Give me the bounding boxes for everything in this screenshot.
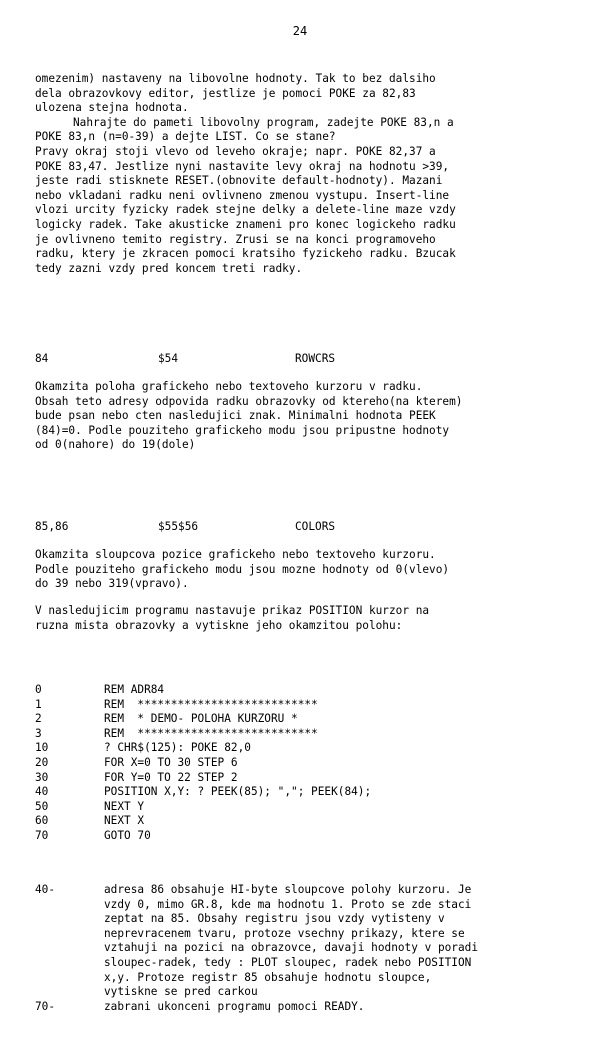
text-line: vztahuji na pozici na obrazovce, davaji hodnoty v poradi (104, 941, 479, 955)
text-line: neprevracenem tvaru, protoze vsechny prikazy, ktere se (104, 926, 465, 940)
register-address: 84 (35, 352, 49, 365)
note-70 (35, 1000, 478, 1015)
text-line: V nasledujicim programu nastavuje prikaz POSITION kurzor na (35, 604, 430, 617)
note-label: 70- (35, 999, 56, 1013)
text-line: vlozi urcity fyzicky radek stejne delky a delete-line maze vzdy (35, 203, 456, 217)
text-line: x,y. Protoze registr 85 obsahuje hodnotu sloupce, (104, 970, 432, 984)
register-hex: $55$56 (158, 520, 199, 533)
text-line: bude psan nebo cten nasledujici znak. Minimalni hodnota PEEK (35, 409, 436, 423)
text-line: dela obrazovkovy editor, jestlize je pomoci POKE za 82,83 (35, 86, 416, 100)
code-text: REM * DEMO- POLOHA KURZORU * (104, 712, 298, 726)
code-text: REM *************************** (104, 697, 318, 711)
text-line: vzdy 0, mimo GR.8, kde ma hodnotu 1. Proto se zde staci (104, 897, 472, 911)
code-text: NEXT X (104, 814, 145, 828)
code-text: REM ADR84 (104, 683, 165, 696)
text-line: tedy zazni vzdy pred koncem treti radky. (35, 261, 303, 275)
note-text (104, 1000, 478, 1015)
program-notes (35, 883, 478, 1014)
page-number: 24 (292, 24, 308, 38)
line-number: 30 (35, 770, 49, 784)
line-number: 70 (35, 828, 49, 842)
line-number: 3 (35, 726, 42, 740)
text-line: radku, ktery je zkracen pomoci kratsiho fyzickeho radku. Bzucak (35, 247, 456, 261)
text-line: Okamzita poloha grafickeho nebo textoveho kurzoru v radku. (35, 380, 423, 393)
note-text (104, 883, 478, 1000)
code-text: NEXT Y (104, 799, 145, 813)
code-text: POSITION X,Y: ? PEEK(85); ","; PEEK(84); (104, 785, 372, 799)
text-line: adresa 86 obsahuje HI-byte sloupcove polohy kurzoru. Je (104, 883, 472, 896)
text-line: nebo vkladani radku neni ovlivneno zmenou vystupu. Insert-line (35, 188, 450, 202)
note-label: 40- (35, 883, 56, 896)
register-name: COLORS (295, 520, 336, 533)
code-text: GOTO 70 (104, 828, 151, 842)
intro-paragraph (35, 72, 456, 276)
register-name: ROWCRS (295, 352, 336, 365)
text-line: jeste radi stisknete RESET.(obnovite default-hodnoty). Mazani (35, 174, 443, 188)
text-line: od 0(nahore) do 19(dole) (35, 438, 196, 452)
register-address: 85,86 (35, 520, 69, 533)
code-text: REM *************************** (104, 726, 318, 740)
line-number: 0 (35, 683, 42, 696)
text-line: ulozena stejna hodnota. (35, 101, 189, 115)
text-line: logicky radek. Take akusticke znameni pro konec logickeho radku (35, 217, 456, 231)
text-line: vytiskne se pred carkou (104, 985, 258, 999)
text-line: je ovlivneno temito registry. Zrusi se na konci programoveho (35, 232, 436, 246)
text-line: POKE 83,n (n=0-39) a dejte LIST. Co se stane? (35, 130, 336, 144)
text-line: POKE 83,47. Jestlize nyni nastavite levy okraj na hodnotu >39, (35, 159, 450, 173)
text-line: ruzna mista obrazovky a vytiskne jeho okamzitou polohu: (35, 618, 403, 632)
line-number: 60 (35, 814, 49, 828)
line-number: 1 (35, 697, 42, 711)
code-text: ? CHR$(125): POKE 82,0 (104, 741, 251, 755)
text-line: zabrani ukonceni programu pomoci READY. (104, 999, 365, 1013)
section-84-text (35, 380, 462, 453)
code-text: FOR Y=0 TO 22 STEP 2 (104, 770, 238, 784)
text-line: Obsah teto adresy odpovida radku obrazovky od ktereho(na kterem) (35, 394, 463, 408)
note-40 (35, 883, 478, 1000)
text-line: Okamzita sloupcova pozice grafickeho nebo textoveho kurzoru. (35, 548, 436, 561)
text-line: Nahrajte do pameti libovolny program, zadejte POKE 83,n a (73, 115, 454, 129)
line-number: 2 (35, 712, 42, 726)
text-line: sloupec-radek, tedy : PLOT sloupec, radek nebo POSITION (104, 955, 472, 969)
section-85-text (35, 548, 449, 592)
line-number: 10 (35, 741, 49, 755)
text-line: omezenim) nastaveny na libovolne hodnoty. Tak to bez dalsiho (35, 72, 436, 85)
text-line: Pravy okraj stoji vlevo od leveho okraje; napr. POKE 82,37 a (35, 144, 436, 158)
line-number: 40 (35, 785, 49, 799)
line-number: 20 (35, 755, 49, 769)
text-line: (84)=0. Podle pouziteho grafickeho modu jsou pripustne hodnoty (35, 423, 450, 437)
text-line: Podle pouziteho grafickeho modu jsou mozne hodnoty od 0(vlevo) (35, 562, 450, 576)
text-line: do 39 nebo 319(vpravo). (35, 577, 189, 591)
section-85-program-intro (35, 604, 429, 633)
register-hex: $54 (158, 352, 179, 365)
line-number: 50 (35, 799, 49, 813)
code-text: FOR X=0 TO 30 STEP 6 (104, 755, 238, 769)
text-line: zeptat na 85. Obsahy registru jsou vzdy vytisteny v (104, 912, 445, 926)
